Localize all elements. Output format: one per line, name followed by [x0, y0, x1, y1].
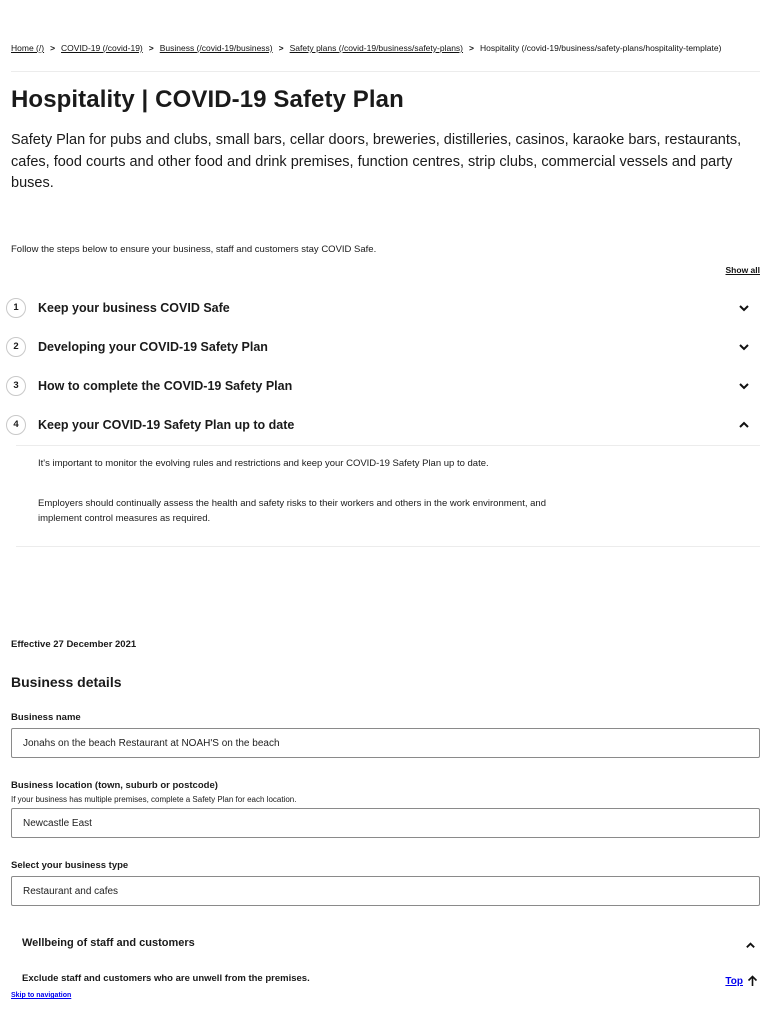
breadcrumb-separator: > [148, 43, 154, 53]
accordion-step-2[interactable] [6, 335, 760, 359]
business-type-label: Select your business type [11, 860, 129, 871]
breadcrumb-current: Hospitality (/covid-19/business/safety-plans/hospitality-template) [479, 43, 722, 53]
steps-intro: Follow the steps below to ensure your business, staff and customers stay COVID Safe. [11, 244, 377, 255]
business-type-select[interactable] [11, 876, 760, 906]
step4-paragraph-2: Employers should continually assess the health and safety risks to their workers and others in the work environment, and implement control measures as required. [38, 498, 546, 524]
chevron-up-icon[interactable] [738, 419, 750, 431]
chevron-up-icon[interactable] [745, 940, 756, 951]
panel-divider [16, 546, 760, 547]
breadcrumb-link-covid19[interactable]: COVID-19 (/covid-19) [61, 43, 143, 53]
step-number-badge: 4 [6, 415, 26, 435]
page-lead: Safety Plan for pubs and clubs, small bars, cellar doors, breweries, distilleries, casinos, karaoke bars, restaurants, cafes, food courts and other food and drink premises, function centres, strip clubs, commercial vessels and party buses. [11, 132, 742, 191]
breadcrumb-link-home[interactable]: Home (/) [11, 43, 45, 53]
breadcrumb-divider [11, 71, 760, 72]
arrow-up-icon [747, 975, 758, 987]
accordion-step-3[interactable] [6, 374, 760, 398]
accordion-title: Keep your COVID-19 Safety Plan up to date [38, 418, 295, 432]
breadcrumb-separator: > [278, 43, 284, 53]
business-location-hint: If your business has multiple premises, complete a Safety Plan for each location. [11, 795, 297, 804]
top-label: Top [725, 975, 743, 987]
step-number-badge: 1 [6, 298, 26, 318]
accordion-step-1[interactable] [6, 296, 760, 320]
accordion-step-4[interactable] [6, 413, 760, 437]
business-name-label: Business name [11, 712, 81, 723]
wellbeing-accordion-title[interactable]: Wellbeing of staff and customers [22, 937, 195, 949]
accordion-divider [16, 445, 760, 446]
accordion-title: How to complete the COVID-19 Safety Plan [38, 379, 293, 393]
back-to-top-button[interactable] [725, 975, 758, 987]
step-number-badge: 2 [6, 337, 26, 357]
step4-paragraph-1: It's important to monitor the evolving rules and restrictions and keep your COVID-19 Safety Plan up to date. [38, 458, 489, 469]
breadcrumb-separator: > [50, 43, 56, 53]
page-title: Hospitality | COVID-19 Safety Plan [11, 86, 404, 113]
business-location-label: Business location (town, suburb or postcode) [11, 780, 218, 791]
chevron-down-icon[interactable] [738, 302, 750, 314]
effective-date: Effective 27 December 2021 [11, 639, 137, 650]
business-name-input[interactable] [11, 728, 760, 758]
business-location-input[interactable] [11, 808, 760, 838]
wellbeing-item: Exclude staff and customers who are unwell from the premises. [22, 973, 310, 984]
breadcrumb [11, 42, 731, 54]
accordion-title: Keep your business COVID Safe [38, 301, 230, 315]
breadcrumb-separator: > [469, 43, 474, 53]
step-number-badge: 3 [6, 376, 26, 396]
breadcrumb-link-safety-plans[interactable]: Safety plans (/covid-19/business/safety-plans) [289, 43, 464, 53]
skip-to-navigation-link[interactable]: Skip to navigation [11, 992, 72, 999]
breadcrumb-link-business[interactable]: Business (/covid-19/business) [159, 43, 273, 53]
accordion-title: Developing your COVID-19 Safety Plan [38, 340, 268, 354]
chevron-down-icon[interactable] [738, 380, 750, 392]
chevron-down-icon[interactable] [738, 341, 750, 353]
show-all-button[interactable]: Show all [725, 265, 760, 275]
business-details-heading: Business details [11, 674, 122, 690]
